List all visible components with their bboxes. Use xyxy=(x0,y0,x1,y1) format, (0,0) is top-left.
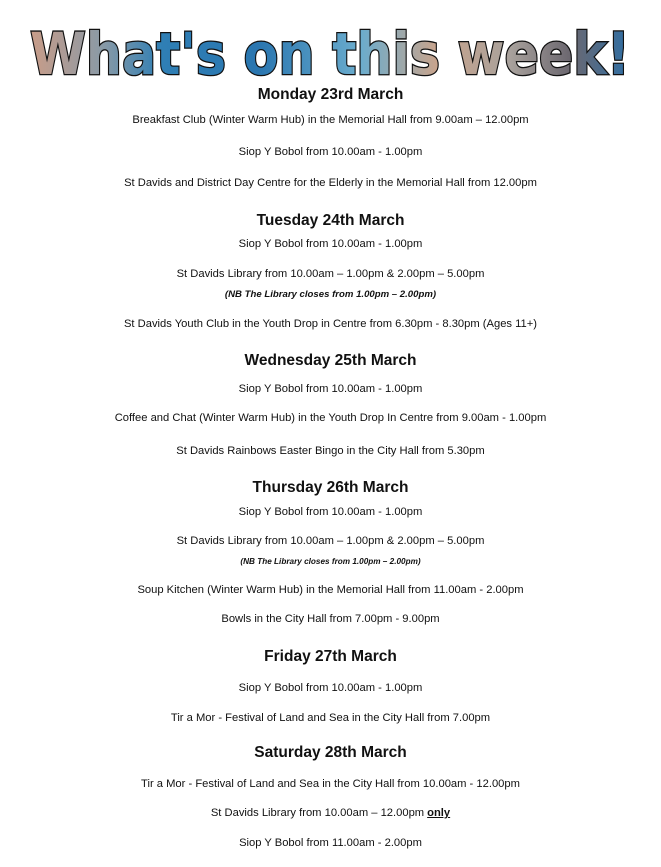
event-line-text: St Davids Library from 10.00am – 12.00pm xyxy=(210,807,425,819)
event-line: Siop Y Bobol from 10.00am - 1.00pm xyxy=(238,146,423,158)
event-line: St Davids Library from 10.00am – 1.00pm & 2.00pm – 5.00pm xyxy=(176,268,485,280)
headline-graphic xyxy=(0,16,661,88)
event-line: Siop Y Bobol from 11.00am - 2.00pm xyxy=(239,837,422,849)
event-line: Siop Y Bobol from 10.00am - 1.00pm xyxy=(238,238,423,250)
event-line: Tir a Mor - Festival of Land and Sea in the City Hall from 7.00pm xyxy=(170,712,491,724)
library-note: (NB The Library closes from 1.00pm – 2.00pm) xyxy=(240,557,421,566)
event-line: St Davids Youth Club in the Youth Drop in Centre from 6.30pm - 8.30pm (Ages 11+) xyxy=(123,318,538,330)
event-line: Siop Y Bobol from 10.00am - 1.00pm xyxy=(238,506,423,518)
event-line: Siop Y Bobol from 10.00am - 1.00pm xyxy=(238,682,423,694)
library-note: (NB The Library closes from 1.00pm – 2.00pm) xyxy=(224,289,437,300)
event-line xyxy=(0,807,661,819)
event-line: Soup Kitchen (Winter Warm Hub) in the Memorial Hall from 11.00am - 2.00pm xyxy=(137,584,524,596)
event-line: St Davids Rainbows Easter Bingo in the City Hall from 5.30pm xyxy=(176,445,485,457)
event-line: Breakfast Club (Winter Warm Hub) in the Memorial Hall from 9.00am – 12.00pm xyxy=(132,114,529,126)
headline-text: What's on this week! xyxy=(30,20,630,88)
headline xyxy=(0,16,661,88)
library-note-text: NB The Library closes from 1.00pm – 2.00pm xyxy=(228,289,433,300)
event-line: Bowls in the City Hall from 7.00pm - 9.00pm xyxy=(221,613,440,625)
event-line: Siop Y Bobol from 10.00am - 1.00pm xyxy=(238,383,423,395)
event-line: Tir a Mor - Festival of Land and Sea in the City Hall from 10.00am - 12.00pm xyxy=(141,778,520,790)
day-title: Tuesday 24th March xyxy=(256,212,405,229)
library-note-text: NB The Library closes from 1.00pm – 2.00pm xyxy=(243,557,418,566)
day-title: Monday 23rd March xyxy=(257,86,404,103)
event-line: Coffee and Chat (Winter Warm Hub) in the Youth Drop In Centre from 9.00am - 1.00pm xyxy=(114,412,547,424)
day-title: Wednesday 25th March xyxy=(244,352,417,369)
event-line: St Davids and District Day Centre for the Elderly in the Memorial Hall from 12.00pm xyxy=(124,177,537,189)
day-title: Saturday 28th March xyxy=(254,744,407,761)
day-title: Thursday 26th March xyxy=(252,479,409,496)
only-emphasis: only xyxy=(427,807,451,819)
event-line: St Davids Library from 10.00am – 1.00pm & 2.00pm – 5.00pm xyxy=(176,535,485,547)
day-title: Friday 27th March xyxy=(264,648,397,665)
